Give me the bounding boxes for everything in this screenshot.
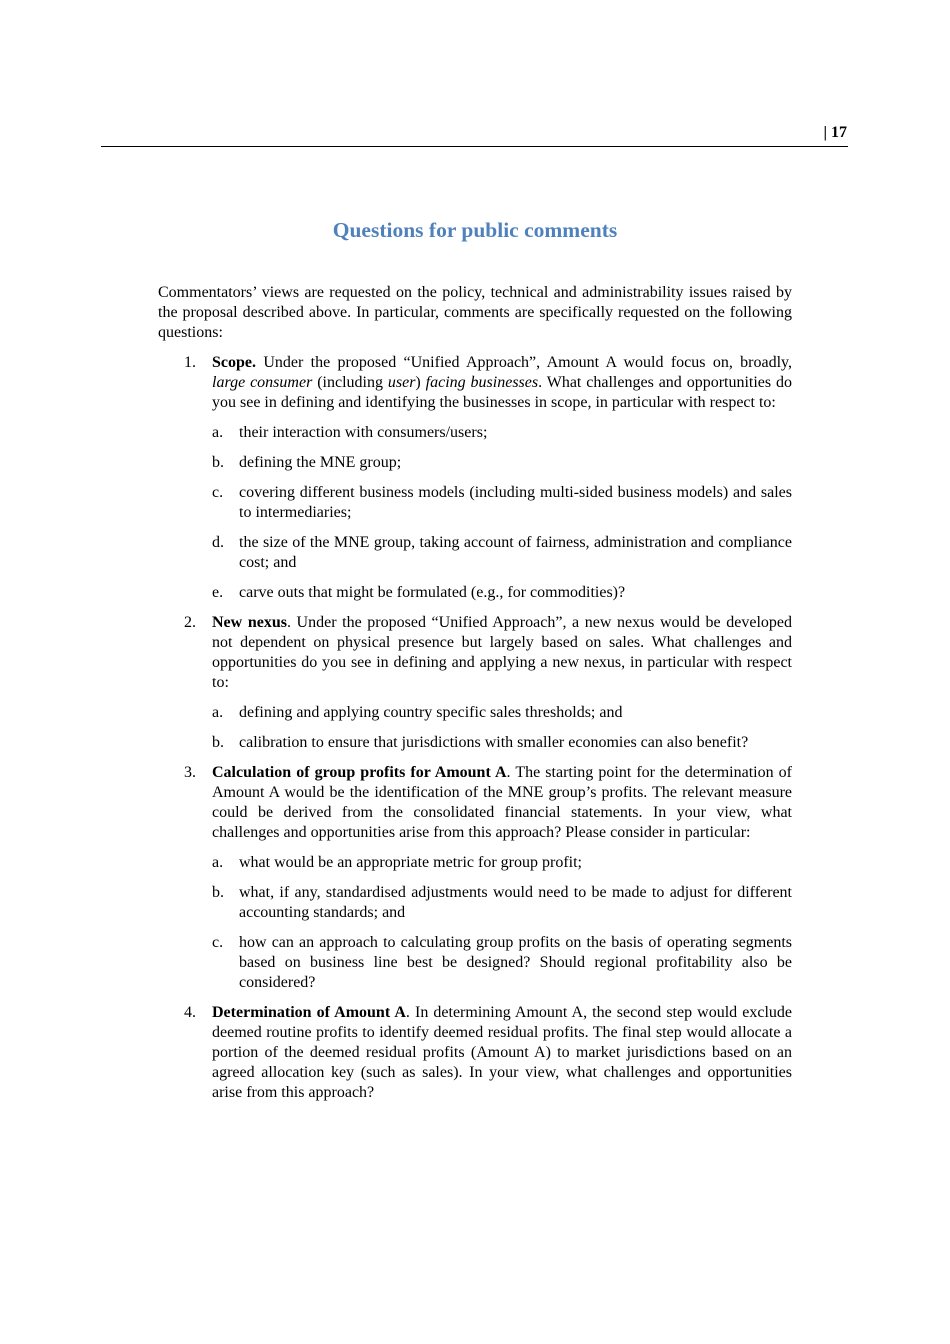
question-item <box>158 763 792 993</box>
sub-question-letter: a. <box>212 854 224 871</box>
page-number: | 17 <box>823 124 847 141</box>
sub-question-text: the size of the MNE group, taking account of fairness, administration and compliance cost; and <box>239 534 792 571</box>
sub-question-text: defining the MNE group; <box>239 454 402 471</box>
sub-question-text: what would be an appropriate metric for group profit; <box>239 854 582 871</box>
question-italic-term: large consumer <box>212 374 313 391</box>
question-italic-term: facing businesses <box>425 374 539 391</box>
page-title: Questions for public comments <box>332 218 618 242</box>
question-number: 1. <box>184 354 196 371</box>
question-text-part: . The starting point for the determination of Amount A would be the identification of the MNE group’s profits. The relevant measure could be derived from the consolidated financial statements. In your view, what challenges and opportunities arise from this approach? Please consider in particular: <box>212 764 793 841</box>
questions-list <box>158 353 792 1103</box>
sub-question-text: calibration to ensure that jurisdictions with smaller economies can also benefit? <box>239 734 749 751</box>
sub-question-item <box>212 853 792 873</box>
sub-question-item <box>212 933 792 993</box>
question-text-part: . In determining Amount A, the second step would exclude deemed routine profits to identify deemed residual profits. The final step would allocate a portion of the deemed residual profits (Amount A) to market jurisdictions based on an agreed allocation key (such as sales). In your view, what challenges and opportunities arise from this approach? <box>212 1004 793 1101</box>
sub-question-item <box>212 533 792 573</box>
question-text-part: . Under the proposed “Unified Approach”, a new nexus would be developed not dependent on physical presence but largely based on sales. What challenges and opportunities do you see in defining and applying a new nexus, in particular with respect to: <box>212 614 793 691</box>
question-italic-term: user <box>387 374 416 391</box>
question-heading: New nexus <box>212 614 287 631</box>
sub-question-letter: e. <box>212 584 224 601</box>
question-number: 3. <box>184 764 196 781</box>
sub-question-letter: a. <box>212 424 224 441</box>
sub-question-letter: c. <box>212 934 224 951</box>
sub-question-letter: b. <box>212 454 224 471</box>
question-item <box>158 1003 792 1103</box>
sub-question-letter: a. <box>212 704 224 721</box>
question-text-part: (including <box>312 374 388 391</box>
question-text-part: . What challenges and opportunities do you see in defining and identifying the businesses in scope, in particular with respect to: <box>212 374 793 411</box>
intro-paragraph: Commentators’ views are requested on the policy, technical and administrability issues raised by the proposal described above. In particular, comments are specifically requested on the following questions: <box>158 284 792 341</box>
sub-question-letter: c. <box>212 484 224 501</box>
sub-question-text: how can an approach to calculating group profits on the basis of operating segments based on business line best be designed? Should regional profitability also be considered? <box>239 934 792 991</box>
question-heading: Calculation of group profits for Amount A <box>212 764 507 781</box>
sub-question-item <box>212 483 792 523</box>
question-item <box>158 613 792 753</box>
question-heading: Scope. <box>212 354 256 371</box>
question-text-part: Under the proposed “Unified Approach”, Amount A would focus on, broadly, <box>256 354 792 371</box>
sub-question-item <box>212 423 792 443</box>
question-item <box>158 353 792 603</box>
sub-question-letter: b. <box>212 884 224 901</box>
sub-question-item <box>212 453 792 473</box>
sub-question-text: carve outs that might be formulated (e.g., for commodities)? <box>239 584 626 601</box>
sub-question-letter: d. <box>212 534 224 551</box>
header-rule <box>101 146 848 147</box>
question-text <box>212 353 792 413</box>
sub-question-list <box>212 853 792 993</box>
sub-question-item <box>212 703 792 723</box>
sub-question-text: their interaction with consumers/users; <box>239 424 488 441</box>
question-heading: Determination of Amount A <box>212 1004 406 1021</box>
question-number: 2. <box>184 614 196 631</box>
sub-question-text: defining and applying country specific sales thresholds; and <box>239 704 623 721</box>
question-text-part: ) <box>415 374 426 391</box>
question-text <box>212 763 792 843</box>
question-text <box>212 1003 792 1103</box>
sub-question-item <box>212 733 792 753</box>
sub-question-letter: b. <box>212 734 224 751</box>
sub-question-list <box>212 703 792 753</box>
sub-question-text: what, if any, standardised adjustments would need to be made to adjust for different accounting standards; and <box>239 884 792 921</box>
sub-question-item <box>212 883 792 923</box>
main-content <box>158 283 792 1113</box>
sub-question-text: covering different business models (including multi-sided business models) and sales to intermediaries; <box>239 484 792 521</box>
sub-question-item <box>212 583 792 603</box>
sub-question-list <box>212 423 792 603</box>
question-text <box>212 613 792 693</box>
question-number: 4. <box>184 1004 196 1021</box>
